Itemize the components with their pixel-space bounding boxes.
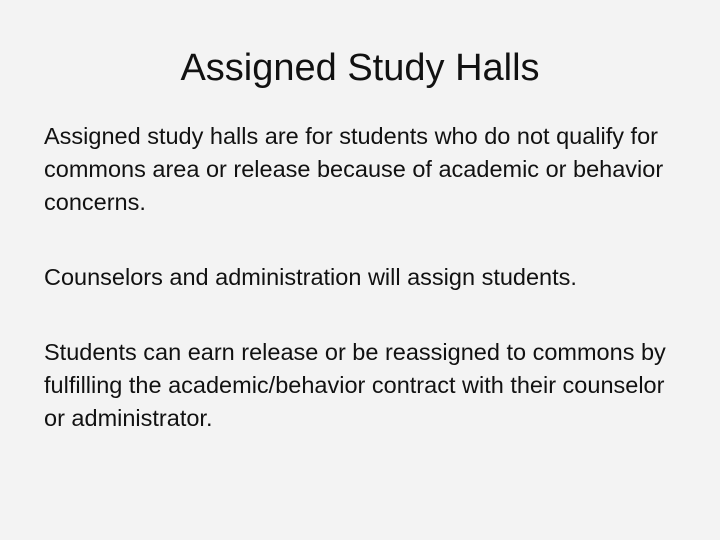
slide-body <box>44 120 684 435</box>
slide-title: Assigned Study Halls <box>180 47 540 89</box>
paragraph-assigned-study-halls: Assigned study halls are for students who do not qualify for commons area or release because of academic or behavior concerns. <box>44 123 664 215</box>
paragraph-counselors-assign: Counselors and administration will assign students. <box>44 264 577 290</box>
paragraph-earn-release: Students can earn release or be reassigned to commons by fulfilling the academic/behavior contract with their counselor or administrator. <box>44 339 666 431</box>
